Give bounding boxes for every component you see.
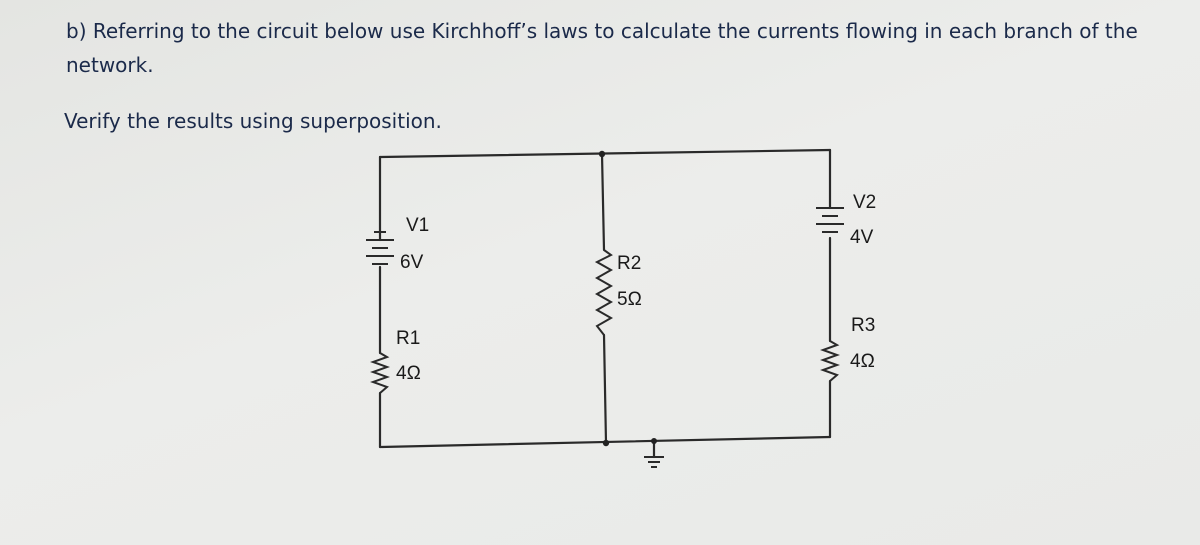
ground-icon — [644, 457, 664, 467]
question-part-b: b) Referring to the circuit below use Kirchhoff’s laws to calculate the currents flowing in each branch of the network. — [66, 19, 1138, 77]
v2-battery-symbol — [816, 208, 844, 232]
r1-resistor-symbol — [373, 353, 387, 393]
junction-dot-ground — [651, 438, 657, 444]
r1-name-label: R1 — [396, 328, 421, 349]
v1-name-label: V1 — [406, 215, 430, 236]
junction-dot-top — [599, 151, 605, 157]
v2-value-label: 4V — [850, 227, 874, 248]
v1-value-label: 6V — [400, 252, 424, 273]
r3-value-label: 4Ω — [850, 351, 875, 372]
middle-wire-bottom — [604, 335, 606, 443]
r1-value-label: 4Ω — [396, 363, 421, 384]
verify-instruction: Verify the results using superposition. — [64, 109, 442, 133]
junction-dot-bottom — [603, 440, 609, 446]
v2-name-label: V2 — [853, 192, 877, 213]
r3-name-label: R3 — [851, 315, 876, 336]
r2-name-label: R2 — [617, 253, 642, 274]
middle-wire-top — [602, 154, 604, 250]
r2-resistor-symbol — [597, 250, 611, 335]
r3-resistor-symbol — [823, 341, 837, 381]
r2-value-label: 5Ω — [617, 289, 642, 310]
